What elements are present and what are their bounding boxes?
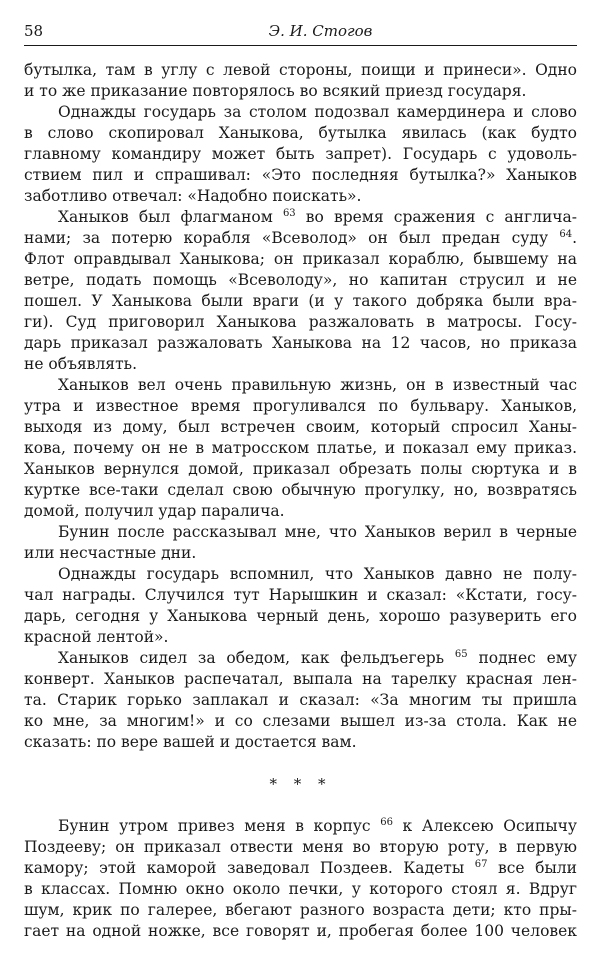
body-text (24, 60, 577, 942)
text-line: гает на одной ножке, все говорят и, пробегая более 100 человек (24, 922, 577, 940)
paragraph (24, 375, 577, 522)
text-line: пошел. У Ханыкова были враги (и у такого добряка были вра- (24, 292, 577, 310)
paragraph (24, 564, 577, 648)
text-line: и то же приказание повторялось во всякий приезд государя. (24, 82, 527, 100)
footnote-ref: 63 (282, 207, 296, 219)
text-line: ги). Суд приговорил Ханыкова разжаловать в матросы. Госу- (24, 313, 577, 331)
text-line: Ханыков сидел за обедом, как фельдъегерь $^{65}$ поднес ему (58, 648, 577, 667)
book-page (24, 0, 577, 955)
text-line: красной лентой». (24, 628, 169, 646)
text-line: Ханыков вернулся домой, приказал обрезать полы сюртука и в (24, 460, 577, 478)
text-line: чал награды. Случился тут Нарышкин и сказал: «Кстати, госу- (24, 586, 577, 604)
footnote-ref: 64 (559, 228, 573, 240)
text-line: не объявлять. (24, 355, 138, 373)
text-line: бутылка, там в углу с левой стороны, поищи и принеси». Одно (24, 61, 577, 79)
footnote-ref: 67 (474, 858, 488, 870)
text-line: конверт. Ханыков распечатал, выпала на тарелку красная лен- (24, 670, 577, 688)
text-line: нами; за потерю корабля «Всеволод» он был предан суду $^{64}$. (24, 228, 577, 247)
text-line: кова, почему он не в матросском платье, и показал ему приказ. (24, 439, 577, 457)
text-line: Ханыков был флагманом $^{63}$ во время сражения с англича- (58, 207, 577, 226)
paragraph (24, 102, 577, 207)
page-header (24, 0, 577, 47)
text-line: в слово скопировал Ханыкова, бутылка явилась (как будто (24, 124, 577, 142)
section-separator: * * * (269, 775, 332, 793)
paragraph (24, 816, 577, 942)
text-line: дарь, сегодня у Ханыкова черный день, хорошо разуверить его (24, 607, 577, 625)
text-line: куртке все-таки сделал свою обычную прогулку, но, возвратясь (24, 481, 577, 499)
text-line: в классах. Помню окно около печки, у которого стоял я. Вдруг (24, 880, 577, 898)
text-line: ствием пил и спрашивал: «Это последняя бутылка?» Ханыков (24, 166, 577, 184)
text-line: утра и известное время прогуливался по бульвару. Ханыков, (24, 397, 577, 415)
text-line: домой, получил удар паралича. (24, 502, 285, 520)
text-line: выходя из дому, был встречен своим, который спросил Ханы- (24, 418, 577, 436)
text-line: ко мне, за многим!» и со слезами вышел из-за стола. Как не (24, 712, 577, 730)
text-line: Однажды государь вспомнил, что Ханыков давно не полу- (58, 565, 577, 583)
paragraph (24, 522, 577, 564)
footnote-ref: 65 (454, 648, 468, 660)
header-rule (24, 45, 577, 46)
page-number: 58 (24, 22, 44, 40)
paragraph (24, 60, 577, 102)
paragraph (24, 648, 577, 753)
running-head: Э. И. Стогов (268, 22, 373, 40)
text-line: Флот оправдывал Ханыкова; он приказал кораблю, бывшему на (24, 250, 577, 268)
text-line: или несчастные дни. (24, 544, 197, 562)
text-line: Однажды государь за столом подозвал камердинера и слово (58, 103, 577, 121)
text-line: дарь приказал разжаловать Ханыкова на 12 часов, но приказа (24, 334, 577, 352)
text-line: камору; этой каморой заведовал Поздеев. Кадеты $^{67}$ все были (24, 858, 577, 877)
text-line: та. Старик горько заплакал и сказал: «За многим ты пришла (24, 691, 577, 709)
text-line: Поздееву; он приказал отвести меня во вторую роту, в первую (24, 838, 577, 856)
footnote-ref: 66 (380, 816, 393, 828)
text-line: сказать: по вере вашей и достается вам. (24, 733, 357, 751)
text-line: главному командиру может быть запрет). Государь с удоволь- (24, 145, 577, 163)
text-line: ветре, подать помощь «Всеволоду», но капитан струсил и не (24, 271, 577, 289)
text-line: заботливо отвечал: «Надобно поискать». (24, 187, 362, 205)
text-line: Бунин после рассказывал мне, что Ханыков верил в черные (58, 523, 577, 541)
text-line: шум, крик по галерее, вбегают разного возраста дети; кто пры- (24, 901, 577, 919)
text-line: Ханыков вел очень правильную жизнь, он в известный час (58, 376, 577, 394)
paragraph (24, 207, 577, 375)
text-line: Бунин утром привез меня в корпус $^{66}$ к Алексею Осипычу (58, 816, 578, 835)
